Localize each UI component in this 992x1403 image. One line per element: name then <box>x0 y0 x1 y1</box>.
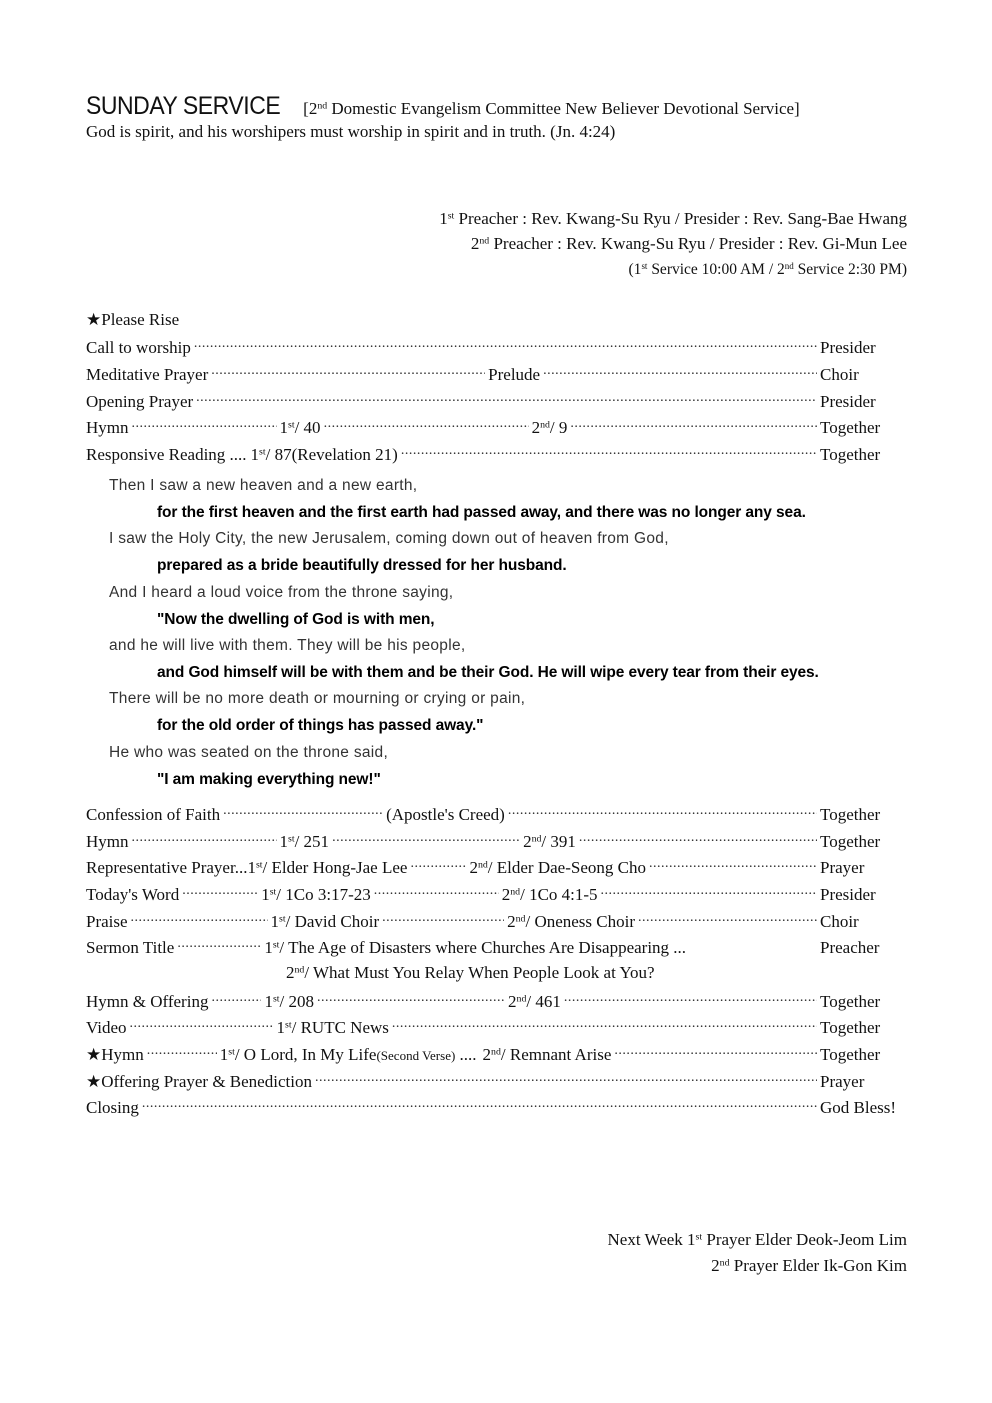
row-second <box>523 832 576 852</box>
reading-line-congregation: and God himself will be with them and be their God. He will wipe every tear from their eyes. <box>157 664 819 681</box>
first-service-value: / The Age of Disasters where Churches Are Disappearing ... <box>279 938 687 957</box>
order-row-todays-word <box>86 883 906 907</box>
dot-leader <box>317 990 505 1007</box>
first-service-value: / 1Co 3:17-23 <box>276 885 371 904</box>
row-label: Confession of Faith <box>86 805 221 824</box>
ordinal: 1 <box>264 938 273 957</box>
sermon-title-second <box>286 963 655 983</box>
second-service-value: / Elder Dae-Seong Cho <box>487 858 646 877</box>
row-first <box>264 938 686 958</box>
ordinal-suffix: nd <box>516 993 527 1005</box>
row-label: Meditative Prayer <box>86 365 209 384</box>
row-first <box>261 885 371 905</box>
order-row-hymn-and-offering <box>86 990 906 1014</box>
reading-line-leader: And I heard a loud voice from the throne saying, <box>109 584 454 601</box>
row-label: ★Hymn <box>86 1045 144 1064</box>
dot-leader <box>132 416 277 433</box>
next-week-line-1 <box>608 1230 907 1250</box>
row-first <box>280 418 321 438</box>
next-week-text: Next Week 1 <box>607 1230 696 1249</box>
order-row-meditative-prayer <box>86 363 906 387</box>
row-label: Representative Prayer... <box>86 858 248 877</box>
reading-line-congregation: prepared as a bride beautifully dressed for her husband. <box>157 557 567 574</box>
ordinal: 2 <box>482 1045 492 1064</box>
order-row-closing <box>86 1096 906 1120</box>
ordinal-suffix: nd <box>479 235 490 247</box>
ordinal-suffix: nd <box>491 1046 501 1058</box>
next-week-text: Prayer Elder Deok-Jeom Lim <box>702 1230 907 1249</box>
dot-leader <box>579 830 817 847</box>
next-week-text: Prayer Elder Ik-Gon Kim <box>729 1256 907 1275</box>
dot-leader <box>601 883 817 900</box>
dot-leader <box>382 910 504 927</box>
row-second <box>507 912 635 932</box>
dot-leader <box>374 883 499 900</box>
ordinal-suffix: nd <box>784 261 794 272</box>
ordinal: 1 <box>264 992 273 1011</box>
row-label: Hymn & Offering <box>86 992 209 1011</box>
ordinal-suffix: st <box>285 1019 292 1031</box>
please-rise: ★Please Rise <box>86 310 180 329</box>
row-label: Hymn <box>86 832 129 851</box>
row-label: Sermon Title <box>86 938 175 957</box>
order-row-hymn <box>86 416 906 440</box>
ordinal-suffix: st <box>288 833 295 845</box>
dot-leader <box>324 416 529 433</box>
order-row-representative-prayer <box>86 856 906 880</box>
order-row-responsive-reading <box>86 443 906 467</box>
reading-line-congregation: "I am making everything new!" <box>157 771 381 788</box>
ordinal-suffix: nd <box>719 1257 730 1269</box>
dot-leader <box>130 1016 274 1033</box>
second-service-value: / 9 <box>549 418 568 437</box>
row-first <box>251 445 398 465</box>
subtitle-text: Domestic Evangelism Committee New Believer Devotional Service] <box>327 99 800 118</box>
dot-leader <box>147 1043 217 1060</box>
row-role: Presider <box>820 338 876 357</box>
reading-line-congregation: for the old order of things has passed away." <box>157 717 484 734</box>
subtitle-ordinal: 2 <box>308 99 318 118</box>
ordinal: 1 <box>219 1045 229 1064</box>
ordinal: 2 <box>469 858 478 877</box>
row-second <box>532 418 568 438</box>
ordinal: 1 <box>439 209 448 228</box>
order-row-call-to-worship <box>86 336 906 360</box>
row-role: Prayer <box>820 858 865 877</box>
dot-leader <box>332 830 520 847</box>
next-week-text: 2 <box>711 1256 720 1275</box>
ordinal: 2 <box>470 234 480 253</box>
reading-line-congregation: for the first heaven and the first earth had passed away, and there was no longer any sea. <box>157 504 806 521</box>
row-role: Prayer <box>820 1072 865 1091</box>
ordinal-suffix: st <box>269 886 277 898</box>
row-role: God Bless! <box>820 1098 897 1117</box>
first-service-value: / 87(Revelation 21) <box>265 445 398 464</box>
row-second <box>469 858 646 878</box>
dot-leader <box>194 336 817 353</box>
ordinal: 2 <box>507 912 516 931</box>
ordinal: 1 <box>270 912 280 931</box>
order-row-praise <box>86 910 906 934</box>
ordinal: 1 <box>279 832 288 851</box>
times-text: Service 10:00 AM / 2 <box>647 261 785 278</box>
next-week-line-2 <box>711 1256 907 1276</box>
row-first <box>271 912 380 932</box>
dot-leader <box>196 390 817 407</box>
row-role: Together <box>820 418 881 437</box>
ordinal: 2 <box>286 963 295 982</box>
first-service-value: / Elder Hong-Jae Lee <box>262 858 408 877</box>
dot-leader <box>401 443 817 460</box>
row-first <box>264 992 314 1012</box>
dot-leader <box>177 936 261 953</box>
officiant-line-2 <box>471 234 907 254</box>
ordinal-suffix: st <box>259 446 266 458</box>
row-role: Together <box>820 832 881 851</box>
row-role: Presider <box>820 885 876 904</box>
ordinal-suffix: nd <box>531 833 542 845</box>
ordinal-suffix: nd <box>510 886 521 898</box>
dot-leader <box>131 910 268 927</box>
dot-leader <box>649 856 817 873</box>
dot-leader <box>132 830 277 847</box>
row-second <box>483 1045 612 1065</box>
reading-line-congregation: "Now the dwelling of God is with men, <box>157 611 435 628</box>
reading-line-leader: Then I saw a new heaven and a new earth, <box>109 477 418 494</box>
ordinal-suffix: st <box>228 1046 235 1058</box>
first-service-value: / 40 <box>294 418 321 437</box>
second-service-value: / 1Co 4:1-5 <box>520 885 598 904</box>
times-text: Service 2:30 PM) <box>793 261 907 278</box>
ordinal-suffix: nd <box>477 859 488 871</box>
order-row-opening-prayer <box>86 390 906 414</box>
page-title: SUNDAY SERVICE <box>86 92 281 120</box>
subtitle-ordinal-suffix: nd <box>317 100 328 112</box>
dot-leader <box>142 1096 817 1113</box>
officiant-text: Preacher : Rev. Kwang-Su Ryu / Presider : Rev. Gi-Mun Lee <box>489 234 907 253</box>
reading-line-leader: He who was seated on the throne said, <box>109 744 389 761</box>
order-row-offering-prayer-benediction <box>86 1070 906 1094</box>
row-first <box>247 858 407 878</box>
first-service-value: / David Choir <box>285 912 380 931</box>
dot-leader <box>223 803 383 820</box>
row-label: Hymn <box>86 418 129 437</box>
officiant-text: Preacher : Rev. Kwang-Su Ryu / Presider : Rev. Sang-Bae Hwang <box>454 209 907 228</box>
order-row-star-hymn <box>86 1043 906 1067</box>
row-role: Together <box>820 445 881 464</box>
ordinal-suffix: st <box>695 1231 703 1243</box>
row-role: Presider <box>820 392 876 411</box>
row-middle: Prelude <box>488 365 541 384</box>
reading-line-leader: and he will live with them. They will be his people, <box>109 637 466 654</box>
ordinal-suffix: nd <box>294 964 305 976</box>
row-first <box>280 832 330 852</box>
row-label: Today's Word <box>86 885 180 904</box>
row-second <box>502 885 598 905</box>
order-row-sermon-title <box>86 936 906 960</box>
ordinal-suffix: st <box>272 993 280 1005</box>
row-first <box>220 1045 477 1065</box>
first-service-value: / O Lord, In My Life <box>234 1045 377 1064</box>
dot-leader <box>211 990 261 1007</box>
order-row-confession-of-faith <box>86 803 906 827</box>
order-row-video <box>86 1016 906 1040</box>
reading-line-leader: I saw the Holy City, the new Jerusalem, coming down out of heaven from God, <box>109 530 669 547</box>
page-subtitle: [2nd Domestic Evangelism Committee New Believer Devotional Service] <box>303 99 800 118</box>
ordinal: 1 <box>261 885 270 904</box>
ordinal: 2 <box>523 832 532 851</box>
ordinal-suffix: st <box>447 210 455 222</box>
dot-leader <box>614 1043 817 1060</box>
page-header <box>86 92 800 121</box>
row-role: Together <box>820 1018 881 1037</box>
row-label: Call to worship <box>86 338 191 357</box>
dot-leader <box>315 1070 817 1087</box>
ordinal: 2 <box>501 885 511 904</box>
dot-leader <box>570 416 817 433</box>
dot-leader <box>543 363 817 380</box>
row-role: Choir <box>820 365 859 384</box>
times-text: (1 <box>628 261 642 278</box>
first-service-value: / RUTC News <box>291 1018 389 1037</box>
first-service-value: / 251 <box>294 832 330 851</box>
second-service-value: / What Must You Relay When People Look at You? <box>304 963 655 982</box>
reading-line-leader: There will be no more death or mourning or crying or pain, <box>109 690 526 707</box>
ordinal: 2 <box>531 418 541 437</box>
row-role: Together <box>820 805 881 824</box>
verse-note: (Second Verse) <box>376 1048 456 1063</box>
dot-leader <box>508 803 817 820</box>
ordinal-suffix: nd <box>540 419 550 431</box>
ordinal-suffix: st <box>288 419 295 431</box>
dot-leader <box>211 363 485 380</box>
ordinal: 1 <box>279 418 288 437</box>
row-label: Closing <box>86 1098 139 1117</box>
ordinal: 1 <box>250 445 260 464</box>
ordinal-suffix: nd <box>515 913 526 925</box>
row-role: Together <box>820 992 881 1011</box>
row-middle: (Apostle's Creed) <box>386 805 505 824</box>
row-role: Together <box>820 1045 881 1064</box>
order-row-hymn <box>86 830 906 854</box>
second-service-value: / Remnant Arise <box>500 1045 612 1064</box>
service-times <box>629 261 907 279</box>
row-label: ★Offering Prayer & Benediction <box>86 1072 312 1091</box>
row-label: Opening Prayer <box>86 392 194 411</box>
second-service-value: / 461 <box>526 992 561 1011</box>
row-role: Choir <box>820 912 859 931</box>
row-label: Responsive Reading .... <box>86 445 247 464</box>
dot-leader <box>564 990 817 1007</box>
ordinal-suffix: st <box>272 939 280 951</box>
ordinal: 1 <box>276 1018 286 1037</box>
ordinal-suffix: st <box>279 913 286 925</box>
officiant-line-1 <box>439 209 907 229</box>
row-role: Preacher <box>820 938 880 957</box>
dot-leader <box>410 856 466 873</box>
ordinal: 1 <box>247 858 256 877</box>
ordinal-suffix: st <box>255 859 263 871</box>
header-verse: God is spirit, and his worshipers must worship in spirit and in truth. (Jn. 4:24) <box>86 122 616 141</box>
row-label: Video <box>86 1018 127 1037</box>
dot-leader: .... <box>455 1045 477 1064</box>
row-label: Praise <box>86 912 128 931</box>
first-service-value: / 208 <box>279 992 315 1011</box>
ordinal: 2 <box>508 992 517 1011</box>
second-service-value: / 391 <box>541 832 576 851</box>
dot-leader <box>182 883 258 900</box>
dot-leader <box>638 910 817 927</box>
row-first <box>277 1018 389 1038</box>
dot-leader <box>392 1016 817 1033</box>
row-second <box>508 992 561 1012</box>
second-service-value: / Oneness Choir <box>525 912 636 931</box>
ordinal-suffix: st <box>641 261 648 272</box>
